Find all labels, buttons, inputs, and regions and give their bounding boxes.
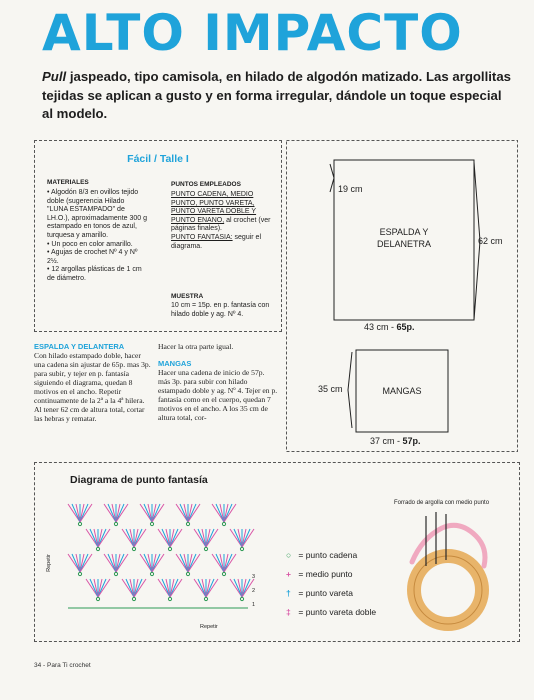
row-num: 2 xyxy=(252,588,256,594)
chain-mark xyxy=(96,597,99,600)
mangas-section xyxy=(158,342,278,422)
espalda-text: Con hilado estampado doble, hacer una cadena sin ajustar de 65p. mas 3p. para subir, y tejer en p. fantasía siguiendo el diagrama, quedan 8 motivos en el ancho. Repetir continuamente de la 2ª a la 4ª hilera. Al tener 62 cm de altura total, cortar las hebras y rematar. xyxy=(34,351,151,423)
materials-box xyxy=(34,140,282,332)
stitch-mark xyxy=(180,504,188,522)
row-num: 3 xyxy=(252,574,256,580)
dim-body-width xyxy=(364,322,415,332)
legend-row xyxy=(286,603,376,622)
chain-mark xyxy=(204,597,207,600)
stitch-mark xyxy=(108,504,116,522)
materiales-list xyxy=(47,189,147,284)
muestra-heading: MUESTRA xyxy=(171,293,204,300)
stitch-mark xyxy=(198,529,206,547)
stitch-mark xyxy=(216,554,224,572)
stitch-mark xyxy=(90,579,98,597)
legend-label: = punto vareta doble xyxy=(298,607,377,617)
repetir-bottom: Repetir xyxy=(200,624,218,630)
chain-mark xyxy=(114,572,117,575)
intro-text xyxy=(42,68,512,124)
fantasia-label: PUNTO FANTASIA: xyxy=(171,233,233,241)
page-footer: 34 - Para Ti crochet xyxy=(34,662,91,669)
dim-35cm: 35 cm xyxy=(318,384,343,394)
stitch-mark xyxy=(162,579,170,597)
puntos-list: PUNTO CADENA, MEDIO PUNTO, PUNTO VARETA, PUNTO VARETA DOBLE Y PUNTO ENANO, xyxy=(171,191,257,224)
legend-label: = punto cadena xyxy=(298,550,358,560)
single-crochet-icon: + xyxy=(286,569,291,579)
puntos-text xyxy=(171,191,271,251)
row-numbers xyxy=(252,570,255,612)
puntos-heading: PUNTOS EMPLEADOS xyxy=(171,181,241,188)
chain-mark xyxy=(78,522,81,525)
stitch-mark xyxy=(162,529,170,547)
stitch-mark xyxy=(72,504,80,522)
dim-sleeve-width xyxy=(370,436,421,446)
chain-mark xyxy=(114,522,117,525)
legend-label: = medio punto xyxy=(298,569,353,579)
w-body-p: 65p. xyxy=(396,322,415,332)
legend-row xyxy=(286,546,376,565)
page-title: ALTO IMPACTO xyxy=(42,4,463,62)
row-num: 1 xyxy=(252,602,256,608)
stitch-mark xyxy=(216,504,224,522)
chain-mark xyxy=(186,522,189,525)
difficulty-level: Fácil / Talle I xyxy=(127,153,189,165)
sleeve-label: MANGAS xyxy=(382,386,422,396)
stitch-mark xyxy=(90,529,98,547)
diagram-motifs xyxy=(68,504,254,601)
legend-row xyxy=(286,565,376,584)
double-crochet-icon: † xyxy=(286,588,291,598)
chain-mark xyxy=(150,522,153,525)
chain-mark xyxy=(240,547,243,550)
chain-mark xyxy=(186,572,189,575)
treble-crochet-icon: ‡ xyxy=(286,607,291,617)
stitch-mark xyxy=(144,554,152,572)
chain-mark xyxy=(132,547,135,550)
diagram-title: Diagrama de punto fantasía xyxy=(70,474,208,486)
fantasia-note: seguir el diagrama. xyxy=(171,233,261,250)
mangas-heading: MANGAS xyxy=(158,359,192,368)
body-label xyxy=(334,226,474,250)
chain-mark xyxy=(132,597,135,600)
ring-caption: Forrado de argolla con medio punto xyxy=(394,500,490,506)
stitch-mark xyxy=(126,529,134,547)
stitch-legend xyxy=(286,546,376,622)
w-body-cm: 43 cm - xyxy=(364,322,397,332)
stitch-mark xyxy=(180,554,188,572)
chain-mark xyxy=(168,597,171,600)
stitch-mark xyxy=(234,529,242,547)
intro-body: jaspeado, tipo camisola, en hilado de algodón matizado. Las argollitas tejidas se aplican a gusto y en forma irregular, dándole un toque especial al modelo. xyxy=(42,69,511,121)
stitch-mark xyxy=(126,579,134,597)
brace-sleeve xyxy=(348,352,352,428)
legend-label: = punto vareta xyxy=(298,588,353,598)
chain-mark xyxy=(78,572,81,575)
intro-lead: Pull xyxy=(42,69,67,84)
chain-mark xyxy=(168,547,171,550)
body-label-1: ESPALDA Y xyxy=(379,227,429,237)
dim-62cm: 62 cm xyxy=(478,236,503,246)
materiales-item: • 12 argollas plásticas de 1 cm de diámetro. xyxy=(47,266,142,282)
chain-mark xyxy=(240,597,243,600)
mangas-text: Hacer una cadena de inicio de 57p. más 3p. para subir con hilado estampado doble y ag. Nº 4. Tejer en p. fantasía como en el cuerpo, quedan 7 motivos en el ancho. A los 35 cm de altura total, cor- xyxy=(158,368,278,422)
espalda-heading: ESPALDA Y DELANTERA xyxy=(34,342,125,351)
repetir-side: Repetir xyxy=(45,554,52,572)
stitch-mark xyxy=(108,554,116,572)
w-sleeve-cm: 37 cm - xyxy=(370,436,403,446)
brace-top xyxy=(330,164,334,192)
materiales-heading: MATERIALES xyxy=(47,179,89,186)
stitch-diagram xyxy=(58,496,258,620)
w-sleeve-p: 57p. xyxy=(402,436,421,446)
stitch-mark xyxy=(198,579,206,597)
materiales-item: • Algodón 8/3 en ovillos tejido doble (sugerencia Hilado "LUNA ESTAMPADO" de LH.O.), aproximadamente 300 g estampado en tonos de azul, turquesa y amarillo. xyxy=(47,189,147,239)
chain-symbol-icon: ○ xyxy=(286,550,292,560)
stitch-mark xyxy=(72,554,80,572)
chain-mark xyxy=(150,572,153,575)
puntos-note: al crochet (ver páginas finales). xyxy=(171,216,271,233)
chain-mark xyxy=(222,522,225,525)
mangas-intro: Hacer la otra parte igual. xyxy=(158,342,234,351)
stitch-mark xyxy=(144,504,152,522)
stitch-mark xyxy=(234,579,242,597)
materiales-item: • Un poco en color amarillo. xyxy=(47,240,133,248)
muestra-text: 10 cm = 15p. en p. fantasía con hilado doble y ag. Nº 4. xyxy=(171,302,270,318)
body-label-2: DELANETRA xyxy=(376,239,431,249)
materiales-item: • Agujas de crochet Nº 4 y Nº 2½. xyxy=(47,249,138,265)
dim-19cm: 19 cm xyxy=(338,184,363,194)
chain-mark xyxy=(96,547,99,550)
chain-mark xyxy=(222,572,225,575)
ring-outline xyxy=(414,556,482,624)
espalda-section xyxy=(34,342,152,423)
garment-schematic xyxy=(286,140,518,452)
chain-mark xyxy=(204,547,207,550)
schematic-frame xyxy=(287,141,518,452)
legend-row xyxy=(286,584,376,603)
ring-illustration xyxy=(396,508,514,632)
